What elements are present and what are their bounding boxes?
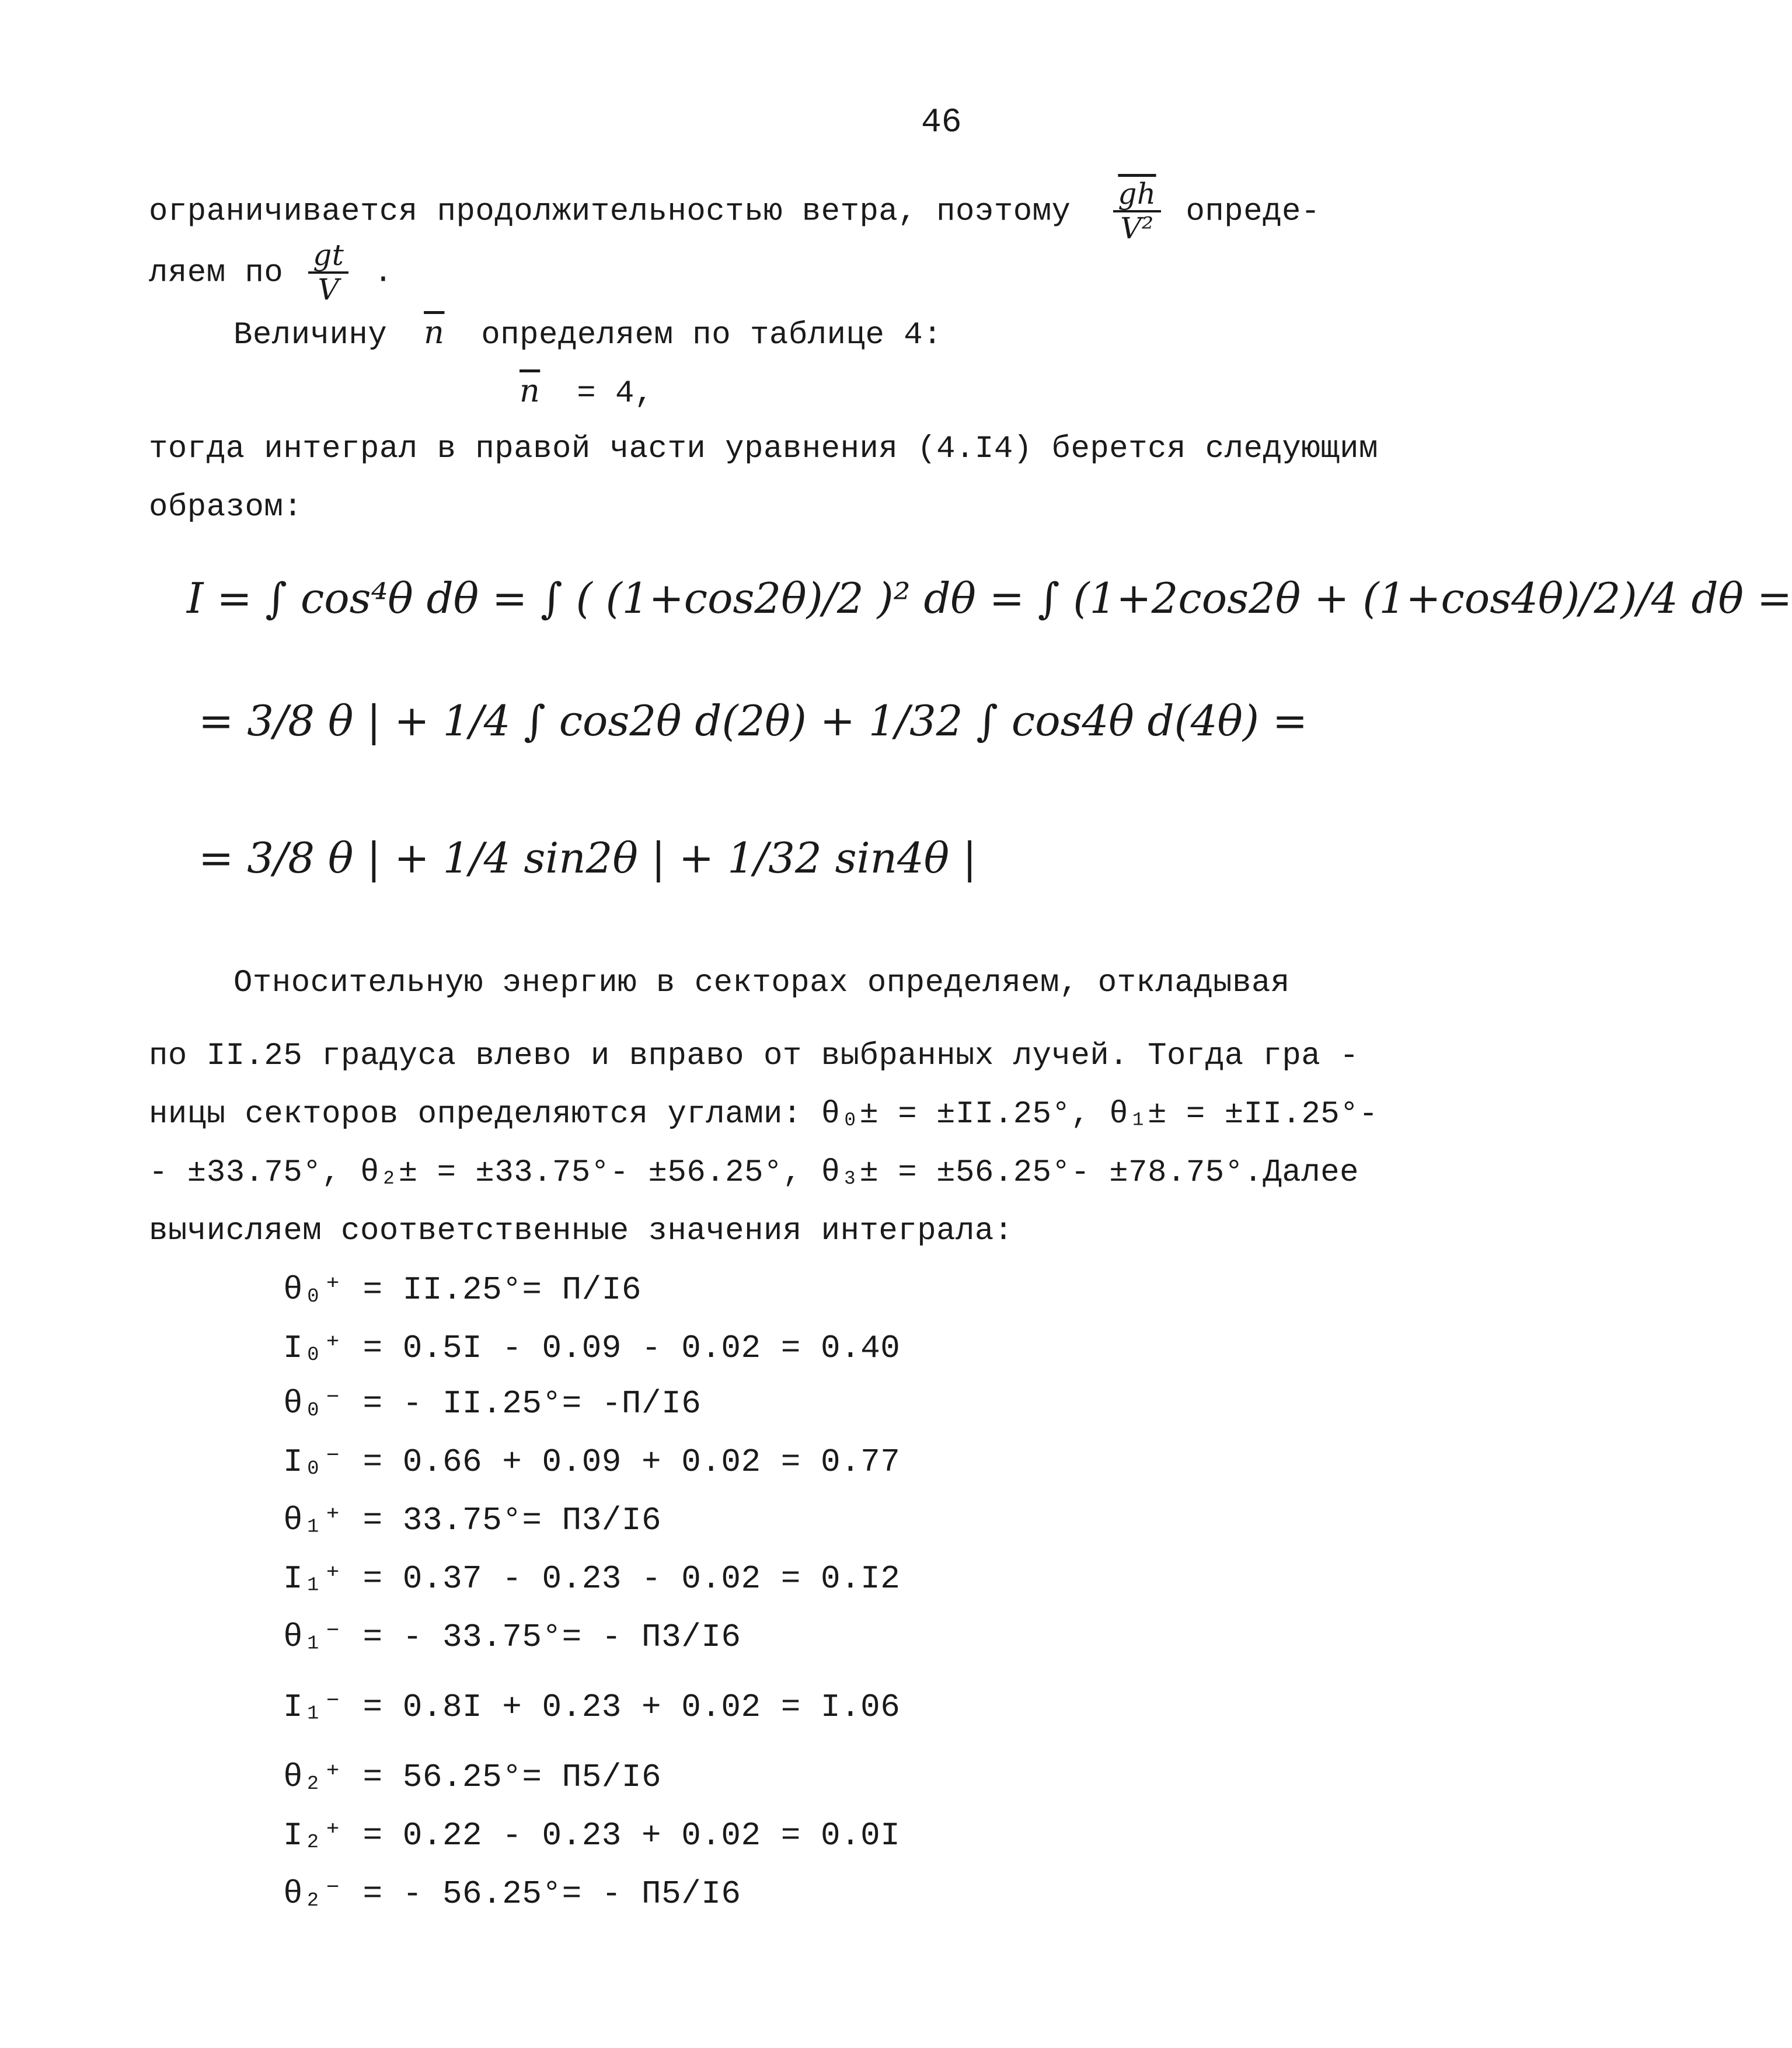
sectors-line-3: ницы секторов определяются углами: θ₀± = ±II.25°, θ₁± = ±II.25°- — [149, 1097, 1378, 1132]
intro-text-1-end: опреде- — [1186, 194, 1320, 230]
equation-line: I₁⁻ = 0.8I + 0.23 + 0.02 = I.06 — [283, 1688, 901, 1726]
equation-line: θ₂⁻ = - 56.25°= - П5/I6 — [283, 1875, 741, 1913]
equation-line: θ₀⁺ = II.25°= П/I6 — [283, 1271, 642, 1309]
equation-line: θ₀⁻ = - II.25°= -П/I6 — [283, 1385, 702, 1422]
equation-line: I₁⁺ = 0.37 - 0.23 - 0.02 = 0.I2 — [283, 1560, 901, 1597]
intro-text-2-end: . — [374, 255, 393, 291]
n-bar-symbol-2: $\overline{n}$ — [520, 372, 541, 409]
equation-line: θ₁⁻ = - 33.75°= - П3/I6 — [283, 1618, 741, 1656]
gh-over-v2-fraction — [1113, 178, 1160, 245]
equation-line: θ₂⁺ = 56.25°= П5/I6 — [283, 1759, 662, 1796]
n-paragraph-line — [233, 312, 942, 356]
n-paragraph-text: Величину — [233, 318, 388, 353]
equation-line: θ₁⁺ = 33.75°= П3/I6 — [283, 1502, 662, 1539]
gt-over-v-fraction — [308, 239, 348, 306]
integral-paragraph-line-2: образом: — [149, 490, 303, 525]
n-paragraph-rest: определяем по таблице 4: — [481, 318, 943, 353]
formula-line-3: = 3/8 θ | + 1/4 sin2θ | + 1/32 sin4θ | — [198, 833, 977, 882]
sectors-line-4: - ±33.75°, θ₂± = ±33.75°- ±56.25°, θ₃± = ±56.25°- ±78.75°.Далее — [149, 1155, 1359, 1191]
n-value-text: = 4, — [577, 376, 654, 411]
equation-line: I₂⁺ = 0.22 - 0.23 + 0.02 = 0.0I — [283, 1817, 901, 1854]
sectors-line-2: по II.25 градуса влево и вправо от выбранных лучей. Тогда гра - — [149, 1038, 1359, 1074]
n-bar-symbol: $\overline{n}$ — [424, 314, 445, 351]
equation-line: I₀⁻ = 0.66 + 0.09 + 0.02 = 0.77 — [283, 1443, 901, 1481]
intro-line-2 — [149, 239, 393, 306]
fraction-numerator: $\overline{gh}$ — [1113, 178, 1160, 212]
sectors-line-5: вычисляем соответственные значения интеграла: — [149, 1213, 1013, 1249]
equation-line: I₀⁺ = 0.5I - 0.09 - 0.02 = 0.40 — [283, 1330, 901, 1367]
intro-line-1 — [149, 178, 1320, 245]
integral-paragraph-line-1: тогда интеграл в правой части уравнения (4.I4) берется следующим — [149, 431, 1378, 467]
formula-line-2: = 3/8 θ | + 1/4 ∫ cos2θ d(2θ) + 1/32 ∫ cos4θ d(4θ) = — [198, 696, 1308, 745]
fraction-denominator: V — [318, 273, 340, 306]
fraction-numerator: gt — [308, 239, 348, 274]
n-value-line — [520, 371, 654, 414]
sectors-line-1: Относительную энергию в секторах определяем, откладывая — [233, 965, 1290, 1001]
formula-line-1: I = ∫ cos⁴θ dθ = ∫ ( (1+cos2θ)/2 )² dθ = ∫ (1+2cos2θ + (1+cos4θ)/2)/4 dθ = — [187, 574, 1792, 623]
page-number: 46 — [921, 104, 962, 142]
intro-text-2: ляем по — [149, 255, 284, 291]
intro-text-1: ограничивается продолжительностью ветра, поэтому — [149, 194, 1071, 230]
fraction-denominator: V² — [1120, 211, 1154, 245]
